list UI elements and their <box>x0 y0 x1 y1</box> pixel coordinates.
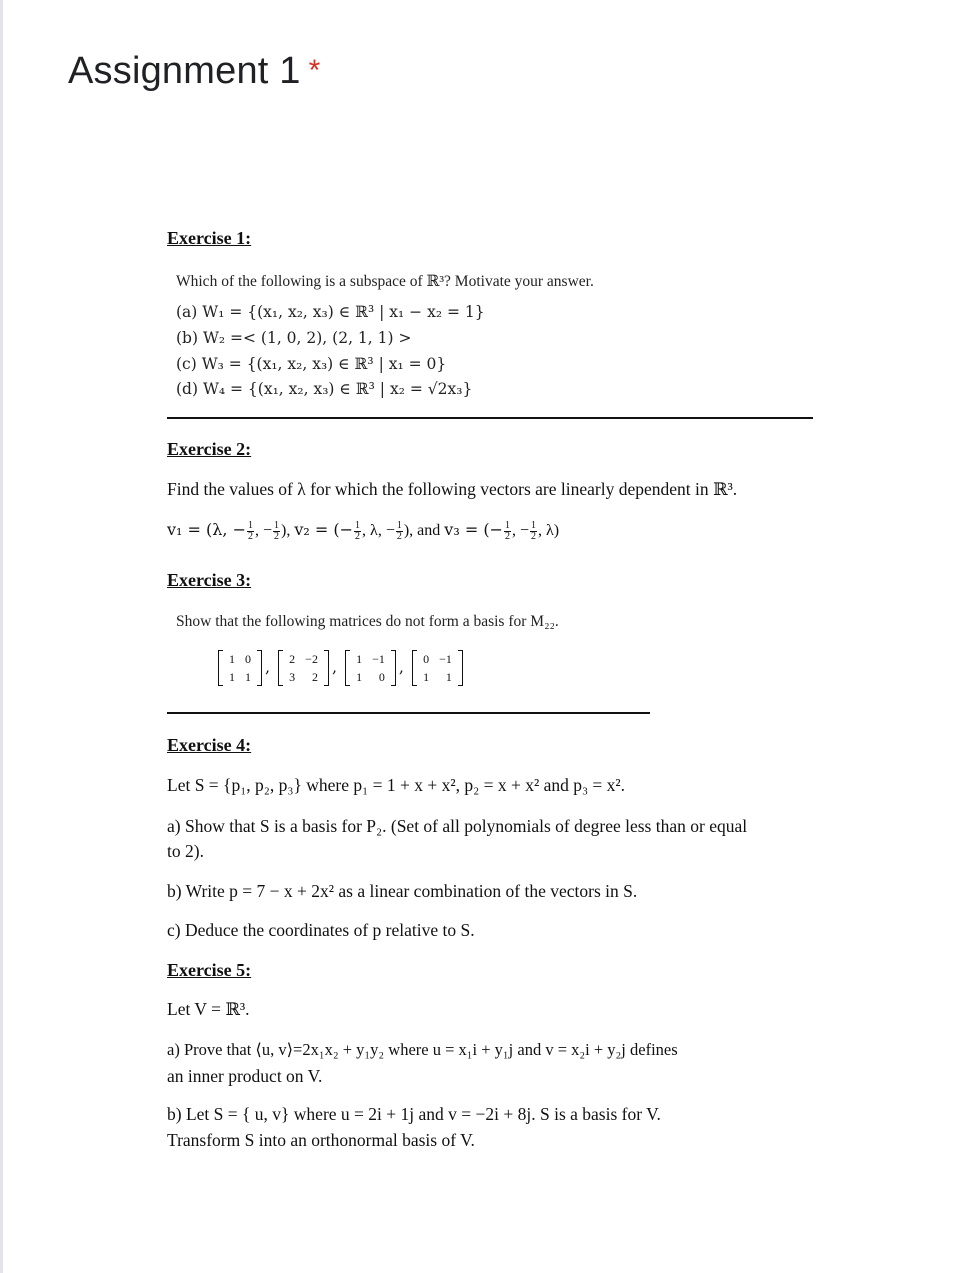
fraction: $\frac{1}{2}$ <box>396 519 402 542</box>
exercise-1-prompt: Which of the following is a subspace of ℝ³? Motivate your answer. <box>176 273 594 290</box>
exercise-5-part-a-line2: an inner product on V. <box>167 1066 323 1086</box>
exercise-5-part-a-line1: a) Prove that ⟨u, v⟩=2x₁x₂ + y₁y₂ where u = x₁i + y₁j and v = x₂i + y₂j defines <box>167 1040 678 1059</box>
exercise-4-set-definition: Let S = {p₁, p₂, p₃} where p₁ = 1 + x + x², p₂ = x + x² and p₃ = x². <box>167 775 626 795</box>
vector-v1-label: v₁ = (λ, − <box>167 520 246 539</box>
exercise-2-prompt: Find the values of λ for which the following vectors are linearly dependent in ℝ³. <box>167 479 738 499</box>
exercise-3-prompt: Show that the following matrices do not form a basis for M₂₂. <box>176 613 559 630</box>
exercise-5-part-b-line2: Transform S into an orthonormal basis of V. <box>167 1130 475 1150</box>
question-title-text: Assignment 1 <box>68 50 301 92</box>
form-left-border <box>0 0 3 1273</box>
exercise-5-vector-space: Let V = ℝ³. <box>167 999 250 1019</box>
vector-v2-label: v₂ = (− <box>294 520 354 539</box>
exercise-3-heading: Exercise 3: <box>167 570 252 590</box>
exercise-4-part-a-line1: a) Show that S is a basis for P₂. (Set of all polynomials of degree less than or equal <box>167 816 748 836</box>
fraction: $\frac{1}{2}$ <box>274 519 280 542</box>
fraction: $\frac{1}{2}$ <box>531 519 536 542</box>
exercise-2-vectors: v₁ = (λ, − $\frac{1}{2}$ , − $\frac{1}{2}$ ), v₂ = (− $\frac{1}{2}$ , λ, − $\frac{1}{2}$ ), and v₃ = (− $\frac{1}{2}$ , − $\frac{1}{2}$ , λ) <box>167 519 560 542</box>
exercise-1-heading: Exercise 1: <box>167 228 252 248</box>
exercise-5-part-b-line1: b) Let S = { u, v} where u = 2i + 1j and v = −2i + 8j. S is a basis for V. <box>167 1104 661 1124</box>
and-text: and <box>417 522 441 539</box>
exercise-1-item-c: (c) W₃ = {(x₁, x₂, x₃) ∈ ℝ³ | x₁ = 0} <box>176 355 447 373</box>
exercise-4-heading: Exercise 4: <box>167 735 252 755</box>
question-title <box>68 50 321 93</box>
matrix-list: 1 0 1 1 , 2 −2 3 2 , 1 −1 1 0 , 0 −1 1 1 <box>215 650 466 686</box>
exercise-1-item-a: (a) W₁ = {(x₁, x₂, x₃) ∈ ℝ³ | x₁ − x₂ = 1} <box>176 303 485 321</box>
fraction: $\frac{1}{2}$ <box>355 519 361 542</box>
exercise-4-part-b: b) Write p = 7 − x + 2x² as a linear combination of the vectors in S. <box>167 881 638 901</box>
vector-v3-label: v₃ = (− <box>444 520 503 539</box>
exercise-2-heading: Exercise 2: <box>167 439 252 459</box>
exercise-4-part-a-line2: to 2). <box>167 841 204 861</box>
exercise-1-item-b: (b) W₂ =< (1, 0, 2), (2, 1, 1) > <box>176 329 412 347</box>
exercise-4-part-c: c) Deduce the coordinates of p relative to S. <box>167 920 475 940</box>
matrix-3: 1 −1 1 0 <box>345 650 396 686</box>
fraction: $\frac{1}{2}$ <box>248 519 253 542</box>
exercise-1-item-d: (d) W₄ = {(x₁, x₂, x₃) ∈ ℝ³ | x₂ = √2x₃} <box>176 380 473 398</box>
exercise-5-heading: Exercise 5: <box>167 960 252 980</box>
matrix-1: 1 0 1 1 <box>218 650 262 686</box>
required-marker: * <box>308 54 321 87</box>
exercise-3-divider <box>167 712 650 714</box>
fraction: $\frac{1}{2}$ <box>504 519 510 542</box>
exercise-1-divider <box>167 417 813 419</box>
matrix-4: 0 −1 1 1 <box>412 650 463 686</box>
matrix-2: 2 −2 3 2 <box>278 650 329 686</box>
